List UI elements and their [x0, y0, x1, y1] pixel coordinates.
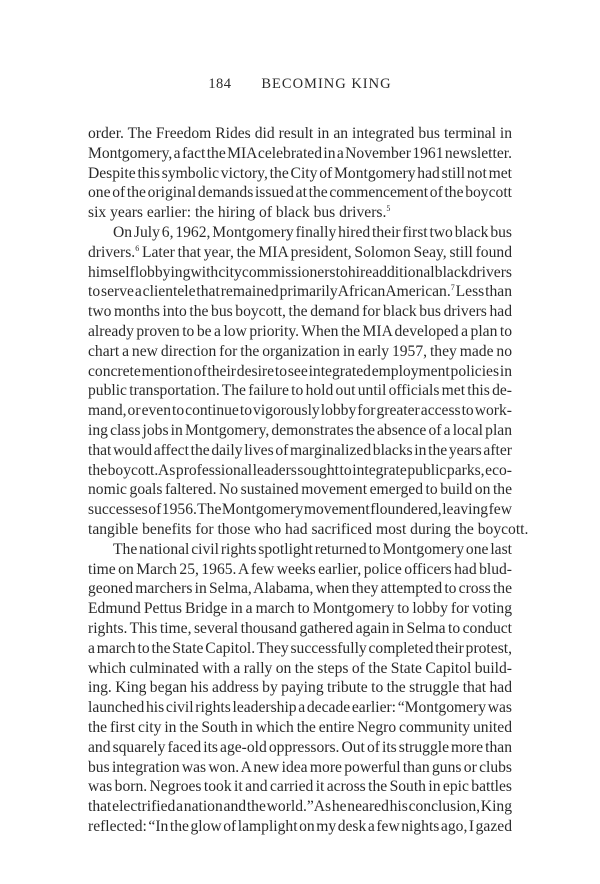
- text-line: [88, 817, 512, 837]
- text-line: [88, 243, 512, 263]
- line-text: time on March 25, 1965. A few weeks earlier, police officers had blud-: [88, 560, 512, 578]
- text-line: [88, 362, 512, 382]
- line-text: was born. Negroes took it and carried it across the South in epic battles: [88, 778, 512, 796]
- text-line: [88, 302, 512, 322]
- line-text: drivers.: [88, 243, 136, 261]
- paragraph: [88, 223, 529, 540]
- line-text-continued: Later that year, the MIA president, Solomon Seay, still found: [139, 243, 512, 261]
- line-text: that electrified a nation and the world.” As he neared his conclusion, King: [88, 798, 512, 816]
- text-line: [88, 678, 512, 698]
- line-text: On July 6, 1962, Montgomery finally hired their first two black bus: [113, 223, 512, 241]
- text-line: [88, 599, 512, 619]
- text-line: [88, 560, 512, 580]
- text-line: [88, 144, 512, 164]
- line-text: one of the original demands issued at the commencement of the boycott: [88, 184, 512, 202]
- text-line: [88, 322, 512, 342]
- text-line: [88, 480, 512, 500]
- text-line: [88, 639, 512, 659]
- footnote-marker[interactable]: 6: [135, 243, 140, 253]
- text-line: [88, 698, 512, 718]
- line-text: a march to the State Capitol. They successfully completed their protest,: [88, 639, 512, 657]
- text-line: [88, 164, 512, 184]
- line-text: Edmund Pettus Bridge in a march to Montgomery to lobby for voting: [88, 600, 512, 618]
- paragraph: [88, 124, 512, 223]
- line-text: ing class jobs in Montgomery, demonstrates the absence of a local plan: [88, 421, 512, 439]
- text-line: [88, 718, 512, 738]
- line-text: to serve a clientele that remained primarily African American.: [88, 283, 451, 301]
- text-line: [88, 520, 529, 540]
- text-line: [88, 203, 512, 223]
- text-line: [88, 738, 512, 758]
- line-text: public transportation. The failure to hold out until officials met this de-: [88, 382, 512, 400]
- line-text: himself lobbying with city commissioners to hire additional black drivers: [88, 263, 512, 281]
- text-line: [88, 124, 512, 144]
- text-line: [88, 401, 512, 421]
- line-text-continued: Less than: [454, 283, 513, 301]
- line-text: bus integration was won. A new idea more powerful than guns or clubs: [88, 758, 512, 776]
- line-text: six years earlier: the hiring of black bus drivers.: [88, 204, 387, 222]
- line-text: rights. This time, several thousand gathered again in Selma to conduct: [88, 619, 512, 637]
- text-line: [88, 659, 512, 679]
- text-line: [88, 461, 512, 481]
- text-line: [88, 342, 512, 362]
- text-line: [88, 223, 512, 243]
- line-text: already proven to be a low priority. When the MIA developed a plan to: [88, 322, 512, 340]
- running-title: BECOMING KING: [261, 76, 392, 92]
- line-text: order. The Freedom Rides did result in an integrated bus terminal in: [88, 125, 512, 142]
- text-line: [88, 758, 512, 778]
- line-text: and squarely faced its age-old oppressors. Out of its struggle more than: [88, 738, 512, 756]
- text-line: [88, 263, 512, 283]
- line-text: that would affect the daily lives of marginalized blacks in the years after: [88, 441, 512, 459]
- text-line: [88, 540, 512, 560]
- text-line: [88, 381, 512, 401]
- text-line: [88, 183, 512, 203]
- text-line: [88, 441, 512, 461]
- body-text: [88, 124, 529, 837]
- line-text: the boycott. As professional leaders sought to integrate public parks, eco-: [88, 461, 512, 479]
- paragraph: [88, 540, 512, 837]
- text-line: [88, 421, 512, 441]
- running-head: [0, 76, 600, 93]
- line-text: launched his civil rights leadership a decade earlier: “Montgomery was: [88, 699, 512, 717]
- footnote-marker[interactable]: 5: [386, 204, 391, 214]
- line-text: mand, or even to continue to vigorously lobby for greater access to work-: [88, 402, 512, 420]
- text-line: [88, 797, 512, 817]
- line-text: successes of 1956. The Montgomery movement floundered, leaving few: [88, 501, 512, 519]
- line-text: Montgomery, a fact the MIA celebrated in a November 1961 newsletter.: [88, 144, 512, 162]
- line-text: chart a new direction for the organization in early 1957, they made no: [88, 342, 512, 360]
- line-text: nomic goals faltered. No sustained movement emerged to build on the: [88, 481, 512, 499]
- line-text: tangible benefits for those who had sacrificed most during the boycott.: [88, 520, 529, 538]
- line-text: ing. King began his address by paying tribute to the struggle that had: [88, 679, 512, 697]
- footnote-marker[interactable]: 7: [450, 283, 455, 293]
- text-line: [88, 619, 512, 639]
- line-text: concrete mention of their desire to see integrated employment policies in: [88, 362, 512, 380]
- line-text: the first city in the South in which the entire Negro community united: [88, 718, 512, 736]
- line-text: geoned marchers in Selma, Alabama, when they attempted to cross the: [88, 580, 512, 598]
- text-line: [88, 282, 512, 302]
- text-line: [88, 500, 512, 520]
- line-text: two months into the bus boycott, the demand for black bus drivers had: [88, 303, 512, 321]
- text-line: [88, 579, 512, 599]
- line-text: The national civil rights spotlight returned to Montgomery one last: [113, 540, 512, 558]
- line-text: reflected: “In the glow of lamplight on my desk a few nights ago, I gazed: [88, 817, 512, 835]
- text-line: [88, 777, 512, 797]
- page-number: 184: [208, 76, 232, 92]
- line-text: Despite this symbolic victory, the City of Montgomery had still not met: [88, 164, 512, 182]
- line-text: which culminated with a rally on the steps of the State Capitol build-: [88, 659, 512, 677]
